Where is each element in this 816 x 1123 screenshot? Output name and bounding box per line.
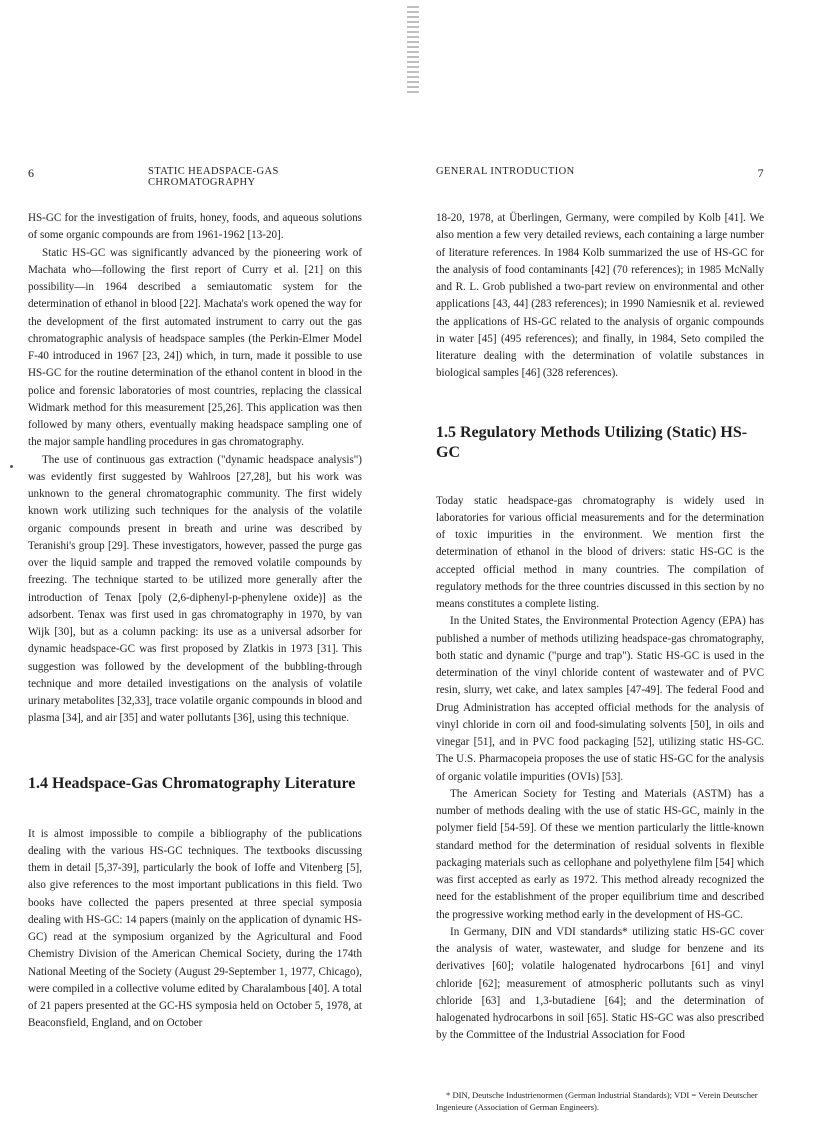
running-head	[28, 166, 362, 188]
paragraph: It is almost impossible to compile a bibliography of the publications dealing with the various HS-GC techniques. The textbooks discussing them in detail [5,37-39], particularly the book of Ioffe and Vitenberg [5], also give references to the most important publications in this field. Two books have collected the papers presented at three special symposia dealing with HS-GC: 14 papers (mainly on the application of dynamic HS-GC) read at the symposium organized by the Agricultural and Food Chemistry Division of the American Chemical Society, during the 174th National Meeting of the Society (August 29-September 1, 1977, Chicago), were compiled in a collective volume edited by Charalambous [40]. A total of 21 papers presented at the GC-HS symposia held on October 5, 1978, at Beaconsfield, England, and on October	[28, 827, 362, 1030]
paragraph: HS-GC for the investigation of fruits, honey, foods, and aqueous solutions of some organic compounds are from 1961-1962 [13-20].	[28, 212, 362, 242]
paragraph: 18-20, 1978, at Überlingen, Germany, were compiled by Kolb [41]. We also mention a few very detailed reviews, each containing a large number of literature references. In 1984 Kolb summarized the use of HS-GC for the analysis of food contaminants [42] (70 references); in 1985 McNally and R. L. Grob published a two-part review on environmental and other applications [43, 44] (283 references); in 1990 Namiesnik et al. reviewed the applications of HS-GC related to the analysis of organic compounds in water [45] (495 references); and finally, in 1984, Seto compiled the literature dealing with the determination of volatile substances in biological samples [46] (328 references).	[436, 212, 764, 380]
right-page	[436, 166, 764, 1113]
page-number: 7	[757, 166, 764, 180]
running-head-text: STATIC HEADSPACE-GAS CHROMATOGRAPHY	[148, 166, 279, 188]
paragraph: In Germany, DIN and VDI standards* utilizing static HS-GC cover the analysis of water, wastewater, and sludge for benzene and its derivatives [60]; volatile halogenated hydrocarbons [61] and vinyl chloride [62]; measurement of atmospheric pollutants such as vinyl chloride [63] and 1,3-butadiene [64]; and the determination of halogenated hydrocarbons in soil [65]. Static HS-GC was also prescribed by the Committee of the Industrial Association for Food	[436, 925, 764, 1042]
running-head-text: GENERAL INTRODUCTION	[436, 166, 575, 177]
scan-artifact	[407, 6, 419, 94]
paragraph: The American Society for Testing and Materials (ASTM) has a number of methods dealing with the use of static HS-GC, mainly in the polymer field [54-59]. Of these we mention particularly the little-known standard method for the determination of residual solvents in flexible packaging materials such as cellophane and polyethylene film [54] which was first accepted as early as 1972. This method already recognized the need for the establishment of the proper equilibrium time and described the progressive working method early in the development of HS-GC.	[436, 787, 764, 921]
page-number: 6	[28, 166, 35, 180]
paragraph: In the United States, the Environmental Protection Agency (EPA) has published a number of methods utilizing headspace-gas chromatography, both static and dynamic ("purge and trap"). Static HS-GC is used in the determination of the vinyl chloride content of wastewater and of PVC resin, slurry, wet cake, and latex samples [47-49]. The federal Food and Drug Administration has accepted official methods for the analysis of vinyl chloride in corn oil and food-simulating solvents [50], in oils and vinegar [51], and in PVC food packaging [52], utilizing static HS-GC. The U.S. Pharmacopeia proposes the use of static HS-GC for the analysis of organic volatile impurities (OVIs) [53].	[436, 615, 764, 783]
margin-speck	[10, 465, 13, 468]
running-head	[436, 166, 764, 188]
left-page	[28, 166, 362, 1033]
page-body	[28, 210, 362, 1033]
paragraph: The use of continuous gas extraction ("dynamic headspace analysis") was evidently first suggested by Wahlroos [27,28], but his work was unknown to the general chromatographic community. The first widely known work utilizing such techniques for the analysis of the volatile organic compounds present in breath and urine was described by Teranishi's group [29]. These investigators, however, passed the purge gas over the liquid sample and trapped the removed volatile compounds by freezing. The technique started to be utilized more generally after the introduction of Tenax [poly (2,6-diphenyl-p-phenylene oxide)] as the adsorbent. Tenax was first used in gas chromatography in 1970, by van Wijk [30], but as a column packing: its use as a universal adsorber for dynamic headspace-GC was first proposed by Zlatkis in 1973 [31]. This suggestion was followed by the development of the bubbling-through technique and more detailed investigations on the analysis of volatile urinary metabolites [32,33], trace volatile organic compounds in blood and plasma [34], and air [35] and water pollutants [36], using this technique.	[28, 453, 362, 725]
paragraph: Today static headspace-gas chromatography is widely used in laboratories for various official measurements and for the determination of toxic impurities in the environment. We mention first the determination of ethanol in the blood of drivers: static HS-GC is the accepted official method in many countries. The compilation of regulatory methods for the three countries discussed in this section by no means constitutes a complete listing.	[436, 494, 764, 610]
page-body	[436, 210, 764, 1113]
section-heading: 1.5 Regulatory Methods Utilizing (Static) HS-GC	[436, 423, 748, 461]
paragraph: Static HS-GC was significantly advanced by the pioneering work of Machata who—following the first report of Curry et al. [21] on this possibility—in 1964 described a semiautomatic system for the determination of ethanol in blood [22]. Machata's work opened the way for the development of the first automated instrument to carry out the gas chromatographic analysis of headspace samples (the Perkin-Elmer Model F-40 introduced in 1967 [23, 24]) which, in turn, made it possible to use HS-GC for the routine determination of the ethanol content in blood in the police and forensic laboratories of most countries, replacing the classical Widmark method for this measurement [25,26]. This application was then followed by many others, eventually making headspace sampling one of the major sample handling procedures in gas chromatography.	[28, 246, 362, 449]
section-heading: 1.4 Headspace-Gas Chromatography Literature	[28, 774, 356, 792]
footnote: * DIN, Deutsche Industrienormen (German Industrial Standards); VDI = Verein Deutscher Ingenieure (Association of German Engineers).	[436, 1089, 758, 1112]
